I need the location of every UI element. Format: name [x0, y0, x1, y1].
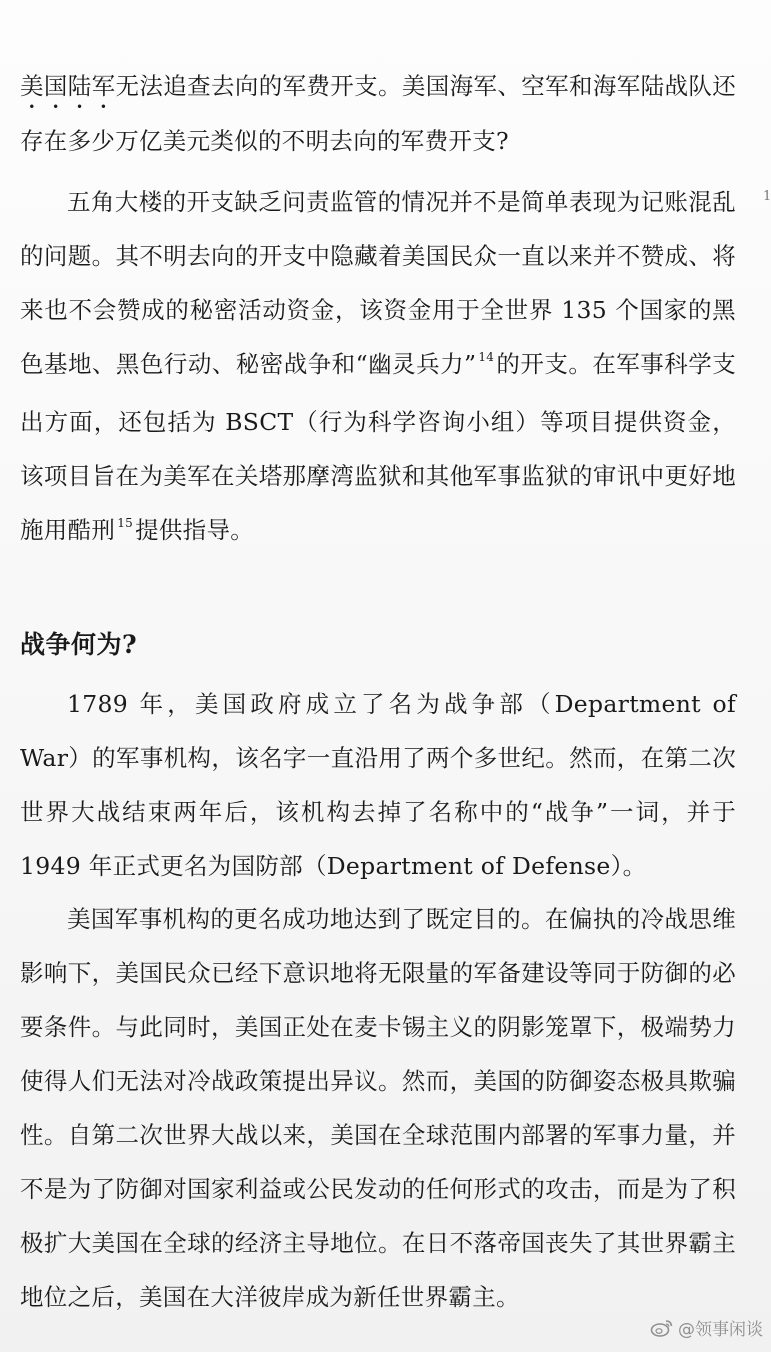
emphasized-text: 美国陆军	[20, 72, 116, 100]
weibo-logo-icon	[650, 1318, 674, 1338]
paragraph-2-text-b: 的开支。在军事科学支出方面，还包括为 BSCT（行为科学咨询小组）等项目提供资金，该项目旨在为美军在关塔那摩湾监狱和其他军事监狱的审讯中更好地施用酷刑	[20, 350, 737, 544]
watermark-text: @领事闲谈	[678, 1320, 763, 1340]
footnote-marker-14[interactable]: 14	[478, 350, 495, 364]
margin-mark: 1	[763, 189, 771, 204]
footnote-marker-15[interactable]: 15	[117, 516, 134, 530]
paragraph-3: 1789 年，美国政府成立了名为战争部（Department of War）的军事机构，该名字一直沿用了两个多世纪。然而，在第二次世界大战结束两年后，该机构去掉了名称中的“战争”一词，并于 1949 年正式更名为国防部（Department of Defense）。	[20, 690, 736, 880]
paragraph-1	[20, 59, 736, 168]
paragraph-4: 美国军事机构的更名成功地达到了既定目的。在偏执的冷战思维影响下，美国民众已经下意识地将无限量的军备建设等同于防御的必要条件。与此同时，美国正处在麦卡锡主义的阴影笼罩下，极端势力使得人们无法对冷战政策提出异议。然而，美国的防御姿态极具欺骗性。自第二次世界大战以来，美国在全球范围内部署的军事力量，并不是为了防御对国家利益或公民发动的任何形式的攻击，而是为了积极扩大美国在全球的经济主导地位。在日不落帝国丧失了其世界霸主地位之后，美国在大洋彼岸成为新任世界霸主。	[20, 905, 736, 1311]
paragraph-2-text-a: 五角大楼的开支缺乏问责监管的情况并不是简单表现为记账混乱的问题。其不明去向的开支中隐藏着美国民众一直以来并不赞成、将来也不会赞成的秘密活动资金，该资金用于全世界 135 个国家的黑色基地、黑色行动、秘密战争和“幽灵兵力”	[20, 188, 736, 378]
watermark	[650, 1315, 763, 1340]
paragraph-2-text-c: 提供指导。	[135, 516, 255, 544]
paragraph-2	[20, 175, 736, 561]
section-heading: 战争何为?	[20, 630, 138, 659]
paragraph-1-text: 无法追查去向的军费开支。美国海军、空军和海军陆战队还存在多少万亿美元类似的不明去向的军费开支?	[20, 72, 736, 155]
